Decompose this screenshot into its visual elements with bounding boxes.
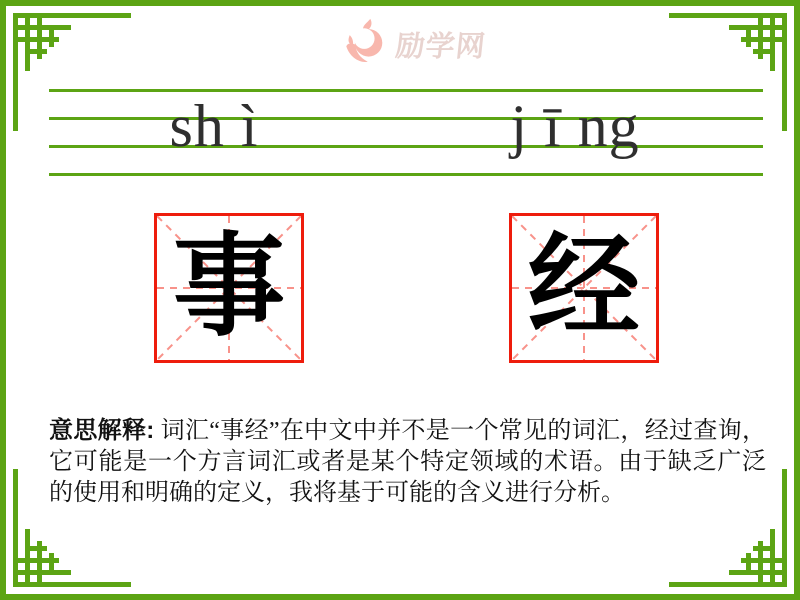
pinyin-guideline bbox=[49, 89, 763, 92]
pinyin-word-shi: sh ì bbox=[169, 93, 259, 159]
pinyin-guideline bbox=[49, 173, 763, 176]
hanzi-character-1: 事 bbox=[173, 226, 285, 350]
swirl-flame-icon bbox=[340, 18, 392, 71]
hanzi-box-2 bbox=[509, 213, 659, 363]
brand-text: 励学网 bbox=[394, 31, 488, 63]
definition-text: 词汇“事经”在中文中并不是一个常见的词汇，经过查询，它可能是一个方言词汇或者是某个特定领域的术语。由于缺乏广泛的使用和明确的定义，我将基于可能的含义进行分析。 bbox=[49, 418, 766, 506]
definition-label: 意思解释: bbox=[49, 417, 155, 444]
hanzi-character-2: 经 bbox=[528, 226, 640, 350]
definition-paragraph bbox=[49, 415, 766, 509]
pinyin-word-jing: j ī ng bbox=[510, 93, 640, 159]
hanzi-box-1 bbox=[154, 213, 304, 363]
watermark bbox=[340, 18, 486, 71]
